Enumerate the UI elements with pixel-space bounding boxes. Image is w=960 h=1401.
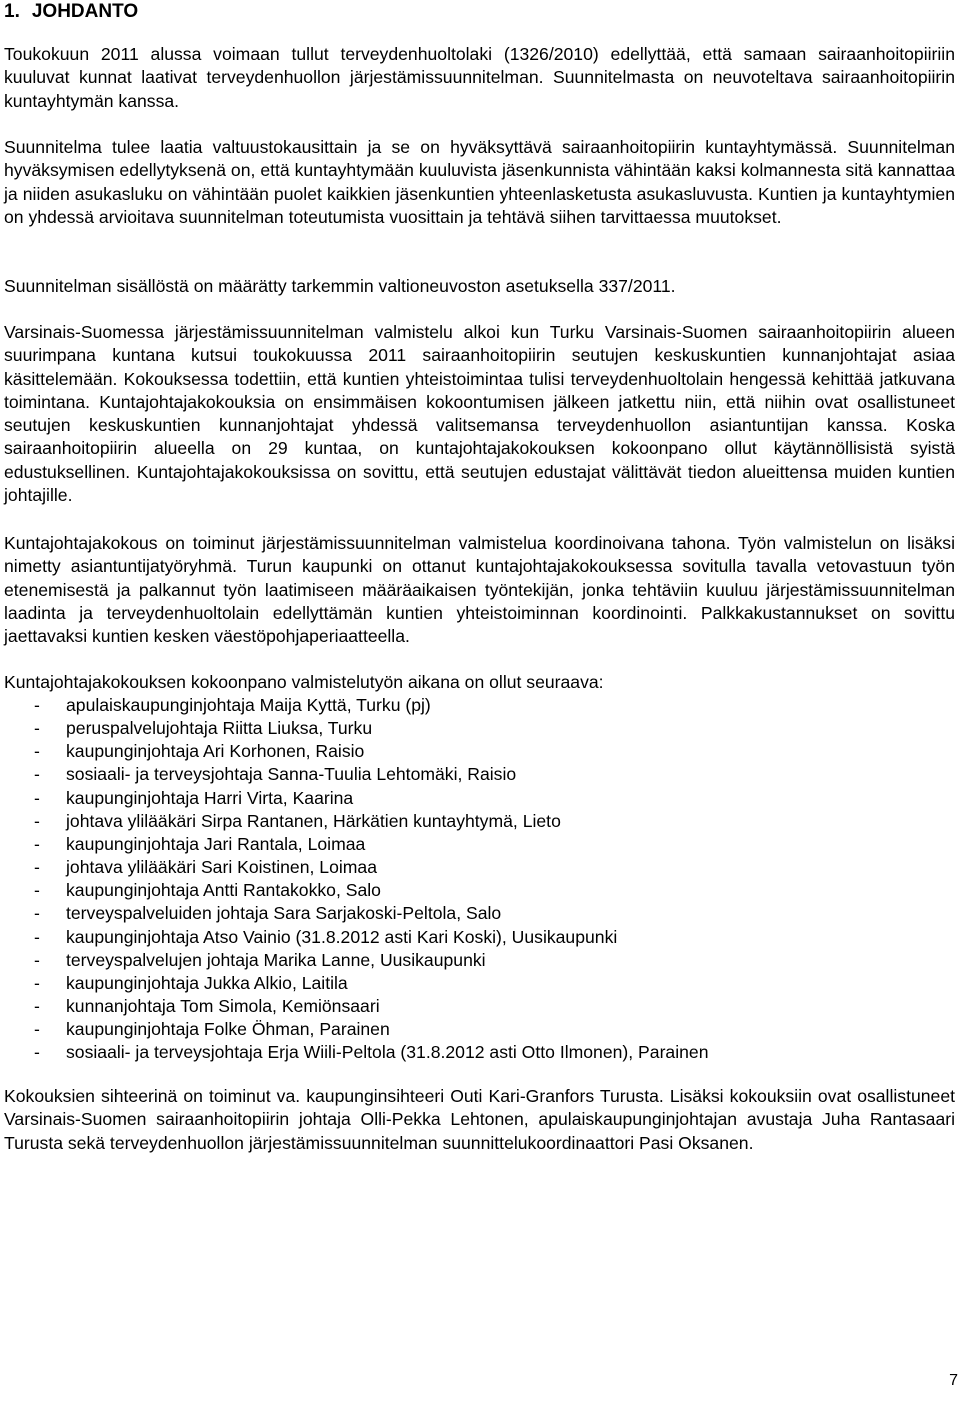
list-item	[4, 902, 708, 925]
section-heading	[4, 0, 138, 24]
list-dash: -	[34, 972, 40, 993]
list-dash: -	[34, 764, 40, 785]
member-text: apulaiskaupunginjohtaja Maija Kyttä, Turku (pj)	[66, 695, 431, 715]
list-item	[4, 856, 708, 879]
paragraph-approval: Suunnitelma tulee laatia valtuustokausittain ja se on hyväksyttävä sairaanhoitopiirin kuntayhtymässä. Suunnitelman hyväksymisen edellytyksenä on, että kuntayhtymään kuuluvista jäsenkunnista vähintään kaksi kolmannesta sitä kannattaa ja niiden asukasluku on vähintään puolet kaikkien jäsenkuntien yhteenlasketusta asukasluvusta. Kuntien ja kuntayhtymien on yhdessä arvioitava suunnitelman toteutumista vuosittain ja tehtävä siihen tarvittaessa muutokset.	[4, 137, 955, 227]
member-text: kaupunginjohtaja Folke Öhman, Parainen	[66, 1019, 390, 1040]
list-dash: -	[34, 903, 40, 924]
member-text: terveyspalvelujen johtaja Marika Lanne, Uusikaupunki	[66, 949, 486, 970]
list-dash: -	[34, 787, 40, 808]
list-dash: -	[34, 880, 40, 901]
member-text: kaupunginjohtaja Atso Vainio (31.8.2012 asti Kari Koski), Uusikaupunki	[66, 926, 618, 947]
paragraph-decree: Suunnitelman sisällöstä on määrätty tarkemmin valtioneuvoston asetuksella 337/2011.	[4, 276, 676, 296]
list-item	[4, 972, 708, 995]
paragraph-secretary: Kokouksien sihteerinä on toiminut va. kaupunginsihteeri Outi Kari-Granfors Turusta. Lisäksi kokouksiin ovat osallistuneet Varsinais-Suomen sairaanhoitopiirin johtaja Olli-Pekka Lehtonen, apulaiskaupunginjohtajan avustaja Juha Rantasaari Turusta sekä terveydenhuollon järjestämissuunnitelman suunnittelukoordinaattori Pasi Oksanen.	[4, 1086, 955, 1153]
list-dash: -	[34, 857, 40, 878]
list-item	[4, 1018, 708, 1041]
list-item	[4, 995, 708, 1018]
member-text: kaupunginjohtaja Harri Virta, Kaarina	[66, 787, 354, 808]
list-item	[4, 763, 708, 786]
list-item	[4, 1041, 708, 1064]
member-text: johtava ylilääkäri Sari Koistinen, Loimaa	[66, 857, 377, 878]
member-text: kaupunginjohtaja Jari Rantala, Loimaa	[66, 833, 366, 854]
section-title: JOHDANTO	[31, 1, 139, 22]
list-item	[4, 694, 708, 717]
member-list	[4, 694, 708, 1065]
list-item	[4, 879, 708, 902]
list-item	[4, 810, 708, 833]
list-dash: -	[34, 833, 40, 854]
list-dash: -	[34, 810, 40, 831]
section-number: 1.	[4, 1, 20, 22]
member-text: terveyspalveluiden johtaja Sara Sarjakoski-Peltola, Salo	[66, 903, 502, 924]
list-dash: -	[34, 695, 40, 715]
list-dash: -	[34, 1042, 40, 1063]
member-text: sosiaali- ja terveysjohtaja Erja Wiili-Peltola (31.8.2012 asti Otto Ilmonen), Parainen	[66, 1042, 709, 1063]
paragraph-preparation: Varsinais-Suomessa järjestämissuunnitelman valmistelu alkoi kun Turku Varsinais-Suomen sairaanhoitopiirin alueen suurimpana kuntana kutsui toukokuussa 2011 sairaanhoitopiirin seutujen keskuskuntien kunnanjohtajat asiaa käsittelemään. Kokouksessa todettiin, että kuntien yhteistoimintaa tulisi terveydenhuoltolain hengessä kehittää jatkuvana toimintana. Kuntajohtajakokouksia on ensimmäisen kokoontumisen jälkeen jatkettu niin, että niihin ovat osallistuneet seutujen keskuskuntien kunnanjohtajat yhdessä valitsemansa terveydenhuollon asiantuntijan kanssa. Koska sairaanhoitopiirin alueella on 29 kuntaa, on kuntajohtajakokouksen kokoonpano ollut käytännöllisistä syistä edustuksellinen. Kuntajohtajakokouksissa on sovittu, että seutujen edustajat välittävät tiedon alueittensa muiden kuntien johtajille.	[4, 322, 955, 506]
list-item	[4, 833, 708, 856]
list-dash: -	[34, 926, 40, 947]
list-item	[4, 949, 708, 972]
list-dash: -	[34, 718, 40, 739]
member-text: kaupunginjohtaja Ari Korhonen, Raisio	[66, 741, 365, 762]
member-text: sosiaali- ja terveysjohtaja Sanna-Tuulia Lehtomäki, Raisio	[66, 764, 517, 785]
member-text: kaupunginjohtaja Jukka Alkio, Laitila	[66, 972, 348, 993]
list-dash: -	[34, 1019, 40, 1040]
list-dash: -	[34, 949, 40, 970]
member-text: peruspalvelujohtaja Riitta Liuksa, Turku	[66, 718, 373, 739]
list-dash: -	[34, 741, 40, 762]
member-text: kaupunginjohtaja Antti Rantakokko, Salo	[66, 880, 381, 901]
list-item	[4, 740, 708, 763]
paragraph-coordination: Kuntajohtajakokous on toiminut järjestämissuunnitelman valmistelua koordinoivana tahona. Työn valmistelun on lisäksi nimetty asiantuntijatyöryhmä. Turun kaupunki on ottanut kuntajohtajakokouksessa sovitulla tavalla vetovastuun työn etenemisestä ja palkannut työn laatimiseen määräaikaisen työntekijän, jonka tehtäviin kuuluu järjestämissuunnitelman laadinta ja terveydenhuoltolain edellyttämän kuntien yhteistoiminnan koordinointi. Palkkakustannukset on sovittu jaettavaksi kuntien kesken väestöpohjaperiaatteella.	[4, 533, 955, 647]
member-text: kunnanjohtaja Tom Simola, Kemiönsaari	[66, 996, 380, 1017]
page-number: 7	[949, 1372, 958, 1389]
list-item	[4, 926, 708, 949]
list-item	[4, 717, 708, 740]
paragraph-intro: Toukokuun 2011 alussa voimaan tullut terveydenhuoltolaki (1326/2010) edellyttää, että samaan sairaanhoitopiiriin kuuluvat kunnat laativat terveydenhuollon järjestämissuunnitelman. Suunnitelmasta on neuvoteltava sairaanhoitopiirin kuntayhtymän kanssa.	[4, 44, 955, 111]
list-item	[4, 787, 708, 810]
paragraph-composition-intro: Kuntajohtajakokouksen kokoonpano valmistelutyön aikana on ollut seuraava:	[4, 672, 604, 692]
member-text: johtava ylilääkäri Sirpa Rantanen, Härkätien kuntayhtymä, Lieto	[66, 810, 561, 831]
list-dash: -	[34, 996, 40, 1017]
